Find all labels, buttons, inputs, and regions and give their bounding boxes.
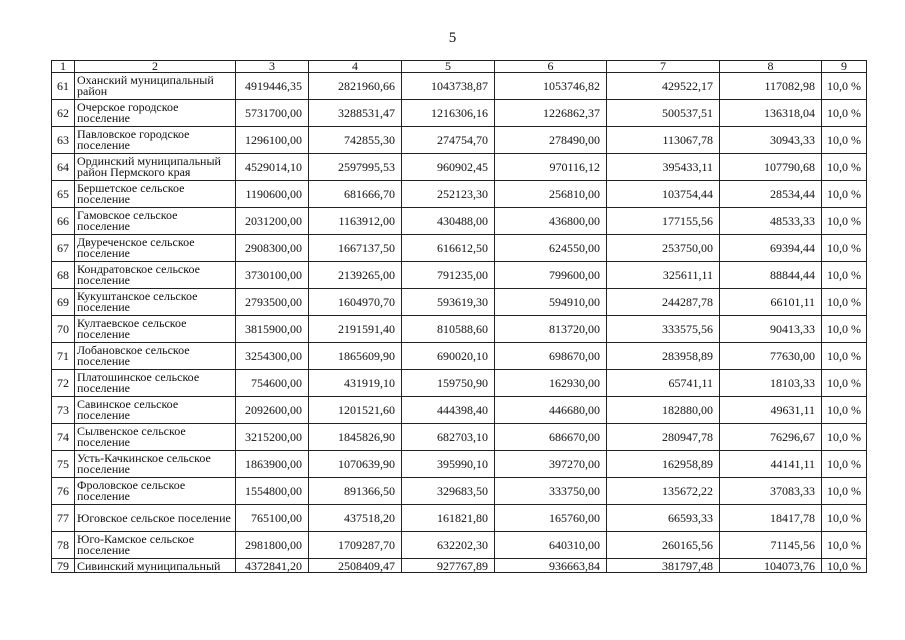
- percent-col-9: 10,0 %: [822, 154, 867, 181]
- value-col-3: 2092600,00: [236, 397, 309, 424]
- header-cell-7: 7: [607, 61, 720, 73]
- value-col-6: 813720,00: [495, 316, 607, 343]
- row-number: 70: [52, 316, 75, 343]
- value-col-6: 640310,00: [495, 532, 607, 559]
- table-row: [52, 127, 867, 154]
- value-col-4: 891366,50: [309, 478, 402, 505]
- value-col-7: 244287,78: [607, 289, 720, 316]
- value-col-8: 49631,11: [720, 397, 822, 424]
- value-col-3: 754600,00: [236, 370, 309, 397]
- value-col-3: 2981800,00: [236, 532, 309, 559]
- value-col-7: 253750,00: [607, 235, 720, 262]
- table-row: [52, 154, 867, 181]
- value-col-4: 1070639,90: [309, 451, 402, 478]
- value-col-7: 113067,78: [607, 127, 720, 154]
- value-col-3: 3254300,00: [236, 343, 309, 370]
- value-col-6: 1053746,82: [495, 73, 607, 100]
- header-cell-9: 9: [822, 61, 867, 73]
- header-cell-8: 8: [720, 61, 822, 73]
- municipality-name: Сылвенское сельское поселение: [75, 424, 236, 451]
- data-table: [51, 60, 867, 573]
- table-row: [52, 424, 867, 451]
- value-col-6: 162930,00: [495, 370, 607, 397]
- page-number: 5: [448, 30, 457, 46]
- row-number: 67: [52, 235, 75, 262]
- header-cell-6: 6: [495, 61, 607, 73]
- municipality-name: Ординский муниципальный район Пермского края: [75, 154, 236, 181]
- value-col-5: 616612,50: [402, 235, 495, 262]
- header-cell-5: 5: [402, 61, 495, 73]
- value-col-6: 397270,00: [495, 451, 607, 478]
- value-col-5: 395990,10: [402, 451, 495, 478]
- table-row: [52, 181, 867, 208]
- value-col-4: 2821960,66: [309, 73, 402, 100]
- value-col-3: 1296100,00: [236, 127, 309, 154]
- table-row: [52, 559, 867, 573]
- value-col-5: 444398,40: [402, 397, 495, 424]
- percent-col-9: 10,0 %: [822, 343, 867, 370]
- percent-col-9: 10,0 %: [822, 316, 867, 343]
- value-col-5: 274754,70: [402, 127, 495, 154]
- table-row: [52, 100, 867, 127]
- value-col-3: 1554800,00: [236, 478, 309, 505]
- value-col-8: 44141,11: [720, 451, 822, 478]
- municipality-name: Платошинское сельское поселение: [75, 370, 236, 397]
- value-col-8: 18103,33: [720, 370, 822, 397]
- percent-col-9: 10,0 %: [822, 235, 867, 262]
- value-col-8: 104073,76: [720, 559, 822, 573]
- percent-col-9: 10,0 %: [822, 424, 867, 451]
- value-col-5: 252123,30: [402, 181, 495, 208]
- value-col-4: 1709287,70: [309, 532, 402, 559]
- row-number: 72: [52, 370, 75, 397]
- value-col-7: 162958,89: [607, 451, 720, 478]
- value-col-7: 182880,00: [607, 397, 720, 424]
- value-col-3: 4919446,35: [236, 73, 309, 100]
- value-col-7: 103754,44: [607, 181, 720, 208]
- value-col-4: 2191591,40: [309, 316, 402, 343]
- municipality-name: Двуреченское сельское поселение: [75, 235, 236, 262]
- value-col-8: 66101,11: [720, 289, 822, 316]
- percent-col-9: 10,0 %: [822, 532, 867, 559]
- municipality-name: Юговское сельское поселение: [75, 505, 236, 532]
- row-number: 66: [52, 208, 75, 235]
- municipality-name: Сивинский муниципальный: [75, 559, 236, 573]
- header-cell-2: 2: [75, 61, 236, 73]
- value-col-7: 381797,48: [607, 559, 720, 573]
- municipality-name: Кукуштанское сельское поселение: [75, 289, 236, 316]
- value-col-4: 1163912,00: [309, 208, 402, 235]
- value-col-3: 4372841,20: [236, 559, 309, 573]
- value-col-8: 117082,98: [720, 73, 822, 100]
- header-cell-1: 1: [52, 61, 75, 73]
- table-row: [52, 208, 867, 235]
- row-number: 71: [52, 343, 75, 370]
- value-col-8: 76296,67: [720, 424, 822, 451]
- value-col-6: 970116,12: [495, 154, 607, 181]
- value-col-4: 431919,10: [309, 370, 402, 397]
- value-col-7: 65741,11: [607, 370, 720, 397]
- value-col-6: 278490,00: [495, 127, 607, 154]
- value-col-3: 2793500,00: [236, 289, 309, 316]
- value-col-8: 69394,44: [720, 235, 822, 262]
- value-col-3: 5731700,00: [236, 100, 309, 127]
- value-col-6: 165760,00: [495, 505, 607, 532]
- value-col-4: 3288531,47: [309, 100, 402, 127]
- percent-col-9: 10,0 %: [822, 289, 867, 316]
- value-col-5: 690020,10: [402, 343, 495, 370]
- row-number: 77: [52, 505, 75, 532]
- row-number: 75: [52, 451, 75, 478]
- value-col-5: 161821,80: [402, 505, 495, 532]
- value-col-8: 88844,44: [720, 262, 822, 289]
- value-col-6: 686670,00: [495, 424, 607, 451]
- value-col-8: 107790,68: [720, 154, 822, 181]
- municipality-name: Гамовское сельское поселение: [75, 208, 236, 235]
- value-col-7: 283958,89: [607, 343, 720, 370]
- municipality-name: Лобановское сельское поселение: [75, 343, 236, 370]
- value-col-6: 446680,00: [495, 397, 607, 424]
- municipality-name: Очерское городское поселение: [75, 100, 236, 127]
- row-number: 64: [52, 154, 75, 181]
- row-number: 61: [52, 73, 75, 100]
- header-cell-4: 4: [309, 61, 402, 73]
- table-row: [52, 370, 867, 397]
- value-col-8: 28534,44: [720, 181, 822, 208]
- municipality-name: Юго-Камское сельское поселение: [75, 532, 236, 559]
- table-row: [52, 397, 867, 424]
- row-number: 63: [52, 127, 75, 154]
- value-col-6: 333750,00: [495, 478, 607, 505]
- value-col-3: 1863900,00: [236, 451, 309, 478]
- municipality-name: Павловское городское поселение: [75, 127, 236, 154]
- value-col-5: 960902,45: [402, 154, 495, 181]
- value-col-3: 3730100,00: [236, 262, 309, 289]
- table-row: [52, 316, 867, 343]
- value-col-8: 77630,00: [720, 343, 822, 370]
- header-row: [52, 61, 867, 73]
- value-col-5: 682703,10: [402, 424, 495, 451]
- value-col-6: 624550,00: [495, 235, 607, 262]
- percent-col-9: 10,0 %: [822, 397, 867, 424]
- value-col-6: 256810,00: [495, 181, 607, 208]
- value-col-6: 594910,00: [495, 289, 607, 316]
- value-col-7: 395433,11: [607, 154, 720, 181]
- value-col-5: 159750,90: [402, 370, 495, 397]
- row-number: 76: [52, 478, 75, 505]
- value-col-5: 1216306,16: [402, 100, 495, 127]
- header-cell-3: 3: [236, 61, 309, 73]
- row-number: 62: [52, 100, 75, 127]
- municipality-name: Фроловское сельское поселение: [75, 478, 236, 505]
- value-col-8: 48533,33: [720, 208, 822, 235]
- value-col-5: 329683,50: [402, 478, 495, 505]
- value-col-6: 1226862,37: [495, 100, 607, 127]
- table-row: [52, 262, 867, 289]
- percent-col-9: 10,0 %: [822, 181, 867, 208]
- table-row: [52, 343, 867, 370]
- value-col-7: 66593,33: [607, 505, 720, 532]
- value-col-4: 2508409,47: [309, 559, 402, 573]
- value-col-3: 2031200,00: [236, 208, 309, 235]
- table-row: [52, 235, 867, 262]
- value-col-3: 3815900,00: [236, 316, 309, 343]
- value-col-8: 71145,56: [720, 532, 822, 559]
- value-col-4: 1845826,90: [309, 424, 402, 451]
- value-col-8: 18417,78: [720, 505, 822, 532]
- value-col-3: 4529014,10: [236, 154, 309, 181]
- percent-col-9: 10,0 %: [822, 451, 867, 478]
- value-col-5: 430488,00: [402, 208, 495, 235]
- value-col-5: 810588,60: [402, 316, 495, 343]
- value-col-4: 2139265,00: [309, 262, 402, 289]
- value-col-4: 437518,20: [309, 505, 402, 532]
- value-col-7: 500537,51: [607, 100, 720, 127]
- value-col-6: 698670,00: [495, 343, 607, 370]
- value-col-5: 1043738,87: [402, 73, 495, 100]
- value-col-8: 90413,33: [720, 316, 822, 343]
- value-col-7: 280947,78: [607, 424, 720, 451]
- value-col-5: 927767,89: [402, 559, 495, 573]
- value-col-3: 1190600,00: [236, 181, 309, 208]
- value-col-4: 1201521,60: [309, 397, 402, 424]
- row-number: 68: [52, 262, 75, 289]
- value-col-5: 791235,00: [402, 262, 495, 289]
- table-row: [52, 505, 867, 532]
- row-number: 78: [52, 532, 75, 559]
- municipality-name: Култаевское сельское поселение: [75, 316, 236, 343]
- value-col-3: 765100,00: [236, 505, 309, 532]
- value-col-7: 429522,17: [607, 73, 720, 100]
- value-col-6: 436800,00: [495, 208, 607, 235]
- value-col-6: 799600,00: [495, 262, 607, 289]
- percent-col-9: 10,0 %: [822, 505, 867, 532]
- value-col-4: 2597995,53: [309, 154, 402, 181]
- value-col-7: 325611,11: [607, 262, 720, 289]
- percent-col-9: 10,0 %: [822, 208, 867, 235]
- value-col-7: 260165,56: [607, 532, 720, 559]
- percent-col-9: 10,0 %: [822, 100, 867, 127]
- row-number: 74: [52, 424, 75, 451]
- table-row: [52, 289, 867, 316]
- value-col-3: 3215200,00: [236, 424, 309, 451]
- value-col-8: 37083,33: [720, 478, 822, 505]
- value-col-4: 681666,70: [309, 181, 402, 208]
- value-col-8: 30943,33: [720, 127, 822, 154]
- value-col-7: 135672,22: [607, 478, 720, 505]
- percent-col-9: 10,0 %: [822, 478, 867, 505]
- table-row: [52, 532, 867, 559]
- municipality-name: Усть-Качкинское сельское поселение: [75, 451, 236, 478]
- value-col-4: 1865609,90: [309, 343, 402, 370]
- table-row: [52, 451, 867, 478]
- value-col-8: 136318,04: [720, 100, 822, 127]
- value-col-5: 632202,30: [402, 532, 495, 559]
- row-number: 69: [52, 289, 75, 316]
- municipality-name: Бершетское сельское поселение: [75, 181, 236, 208]
- percent-col-9: 10,0 %: [822, 262, 867, 289]
- municipality-name: Оханский муниципальный район: [75, 73, 236, 100]
- row-number: 73: [52, 397, 75, 424]
- value-col-4: 1667137,50: [309, 235, 402, 262]
- value-col-7: 333575,56: [607, 316, 720, 343]
- value-col-4: 1604970,70: [309, 289, 402, 316]
- municipality-name: Савинское сельское поселение: [75, 397, 236, 424]
- value-col-3: 2908300,00: [236, 235, 309, 262]
- percent-col-9: 10,0 %: [822, 127, 867, 154]
- percent-col-9: 10,0 %: [822, 559, 867, 573]
- percent-col-9: 10,0 %: [822, 73, 867, 100]
- table-row: [52, 478, 867, 505]
- value-col-4: 742855,30: [309, 127, 402, 154]
- table-row: [52, 73, 867, 100]
- value-col-7: 177155,56: [607, 208, 720, 235]
- municipality-name: Кондратовское сельское поселение: [75, 262, 236, 289]
- percent-col-9: 10,0 %: [822, 370, 867, 397]
- row-number: 65: [52, 181, 75, 208]
- value-col-5: 593619,30: [402, 289, 495, 316]
- row-number: 79: [52, 559, 75, 573]
- value-col-6: 936663,84: [495, 559, 607, 573]
